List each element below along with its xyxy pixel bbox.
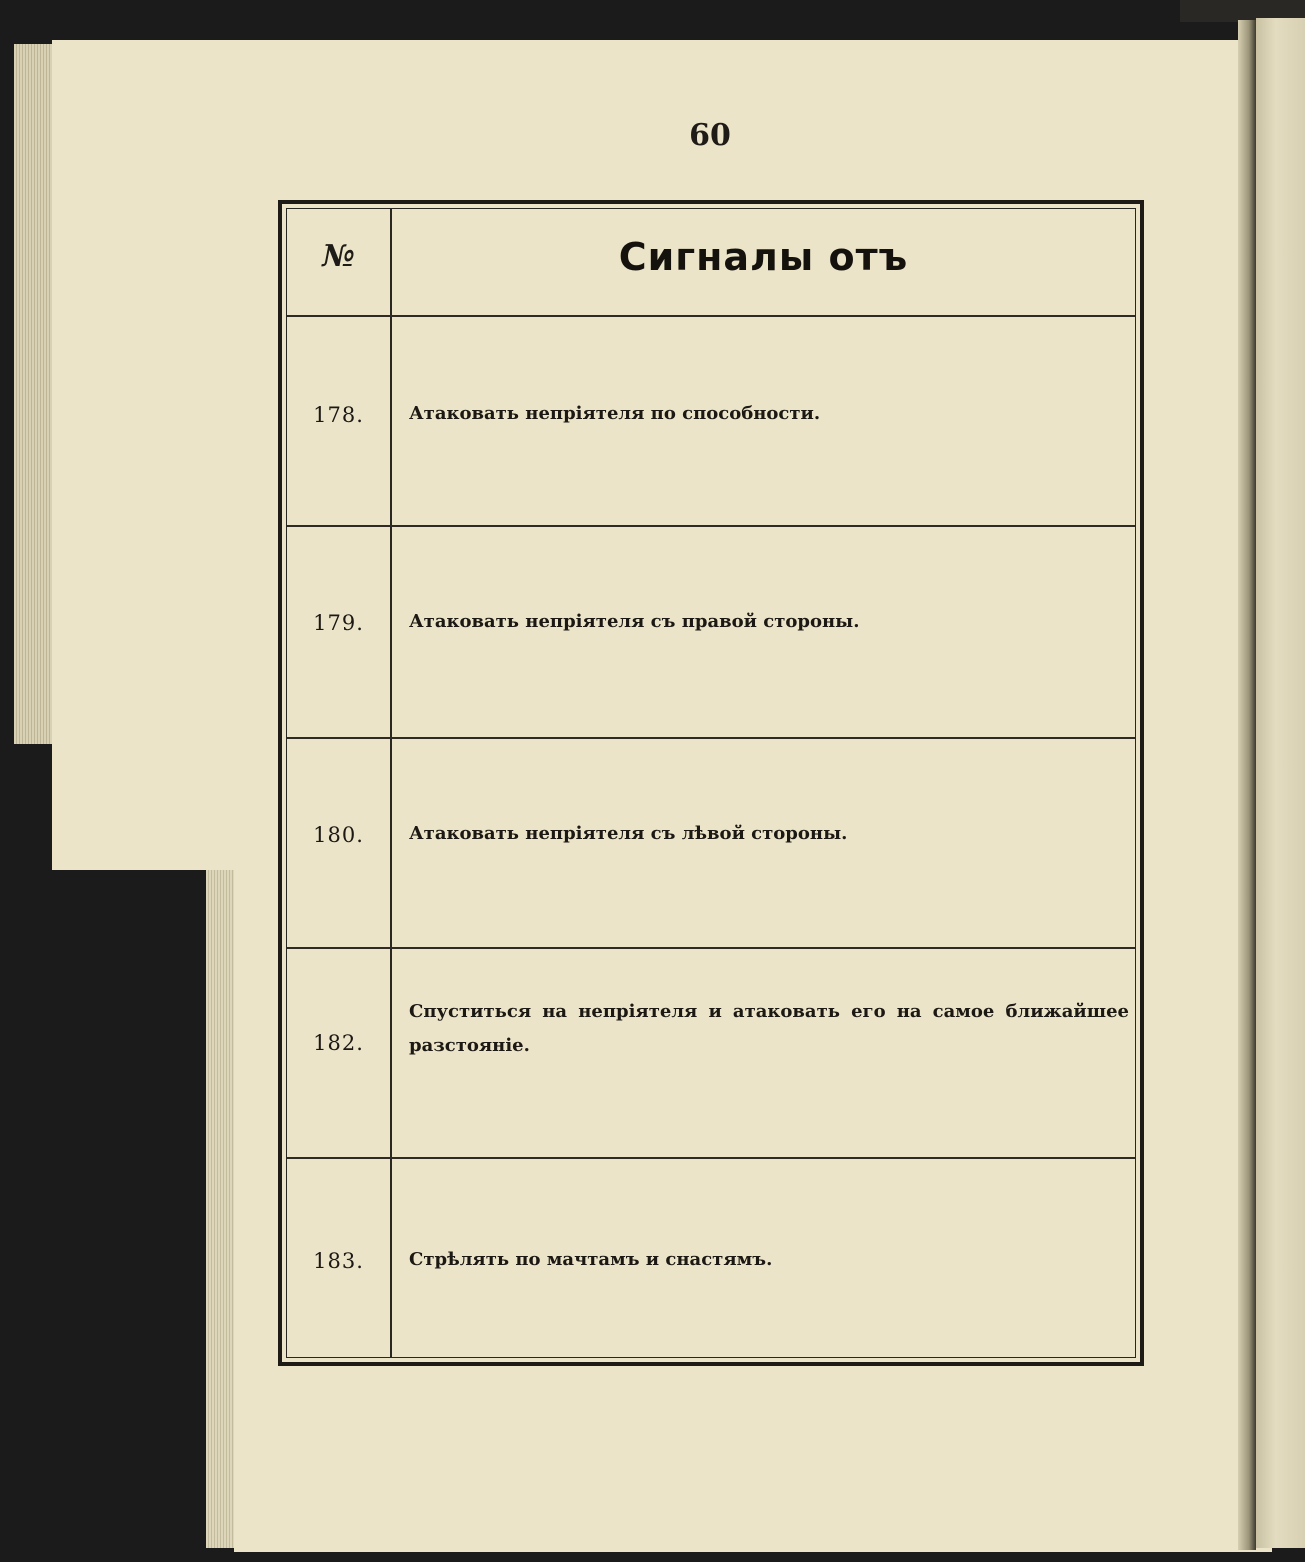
row-divider bbox=[287, 1157, 1135, 1159]
table-title: Сигналы отъ bbox=[618, 235, 909, 279]
row-number: 178. bbox=[313, 403, 364, 427]
row-number: 180. bbox=[313, 823, 364, 847]
page-number: 60 bbox=[689, 118, 731, 153]
row-text: Атаковать непріятеля съ лѣвой стороны. bbox=[409, 823, 848, 844]
header-number-label: № bbox=[322, 239, 355, 274]
row-text: Спуститься на непріятеля и атаковать его на самое ближайшее разстояніе. bbox=[409, 1001, 1129, 1056]
row-divider bbox=[287, 947, 1135, 949]
row-number: 179. bbox=[313, 611, 364, 635]
signals-table bbox=[278, 200, 1144, 1366]
row-text: Атаковать непріятеля по способности. bbox=[409, 403, 821, 424]
header-divider bbox=[287, 315, 1135, 317]
row-number: 183. bbox=[313, 1249, 364, 1273]
book-gutter bbox=[1238, 20, 1256, 1550]
column-divider bbox=[390, 209, 392, 1357]
row-text: Атаковать непріятеля съ правой стороны. bbox=[409, 611, 860, 632]
row-number: 182. bbox=[313, 1031, 364, 1055]
table-inner-border bbox=[286, 208, 1136, 1358]
facing-page-edge bbox=[1256, 18, 1305, 1548]
row-text: Стрѣлять по мачтамъ и снастямъ. bbox=[409, 1249, 773, 1270]
row-divider bbox=[287, 737, 1135, 739]
row-divider bbox=[287, 525, 1135, 527]
